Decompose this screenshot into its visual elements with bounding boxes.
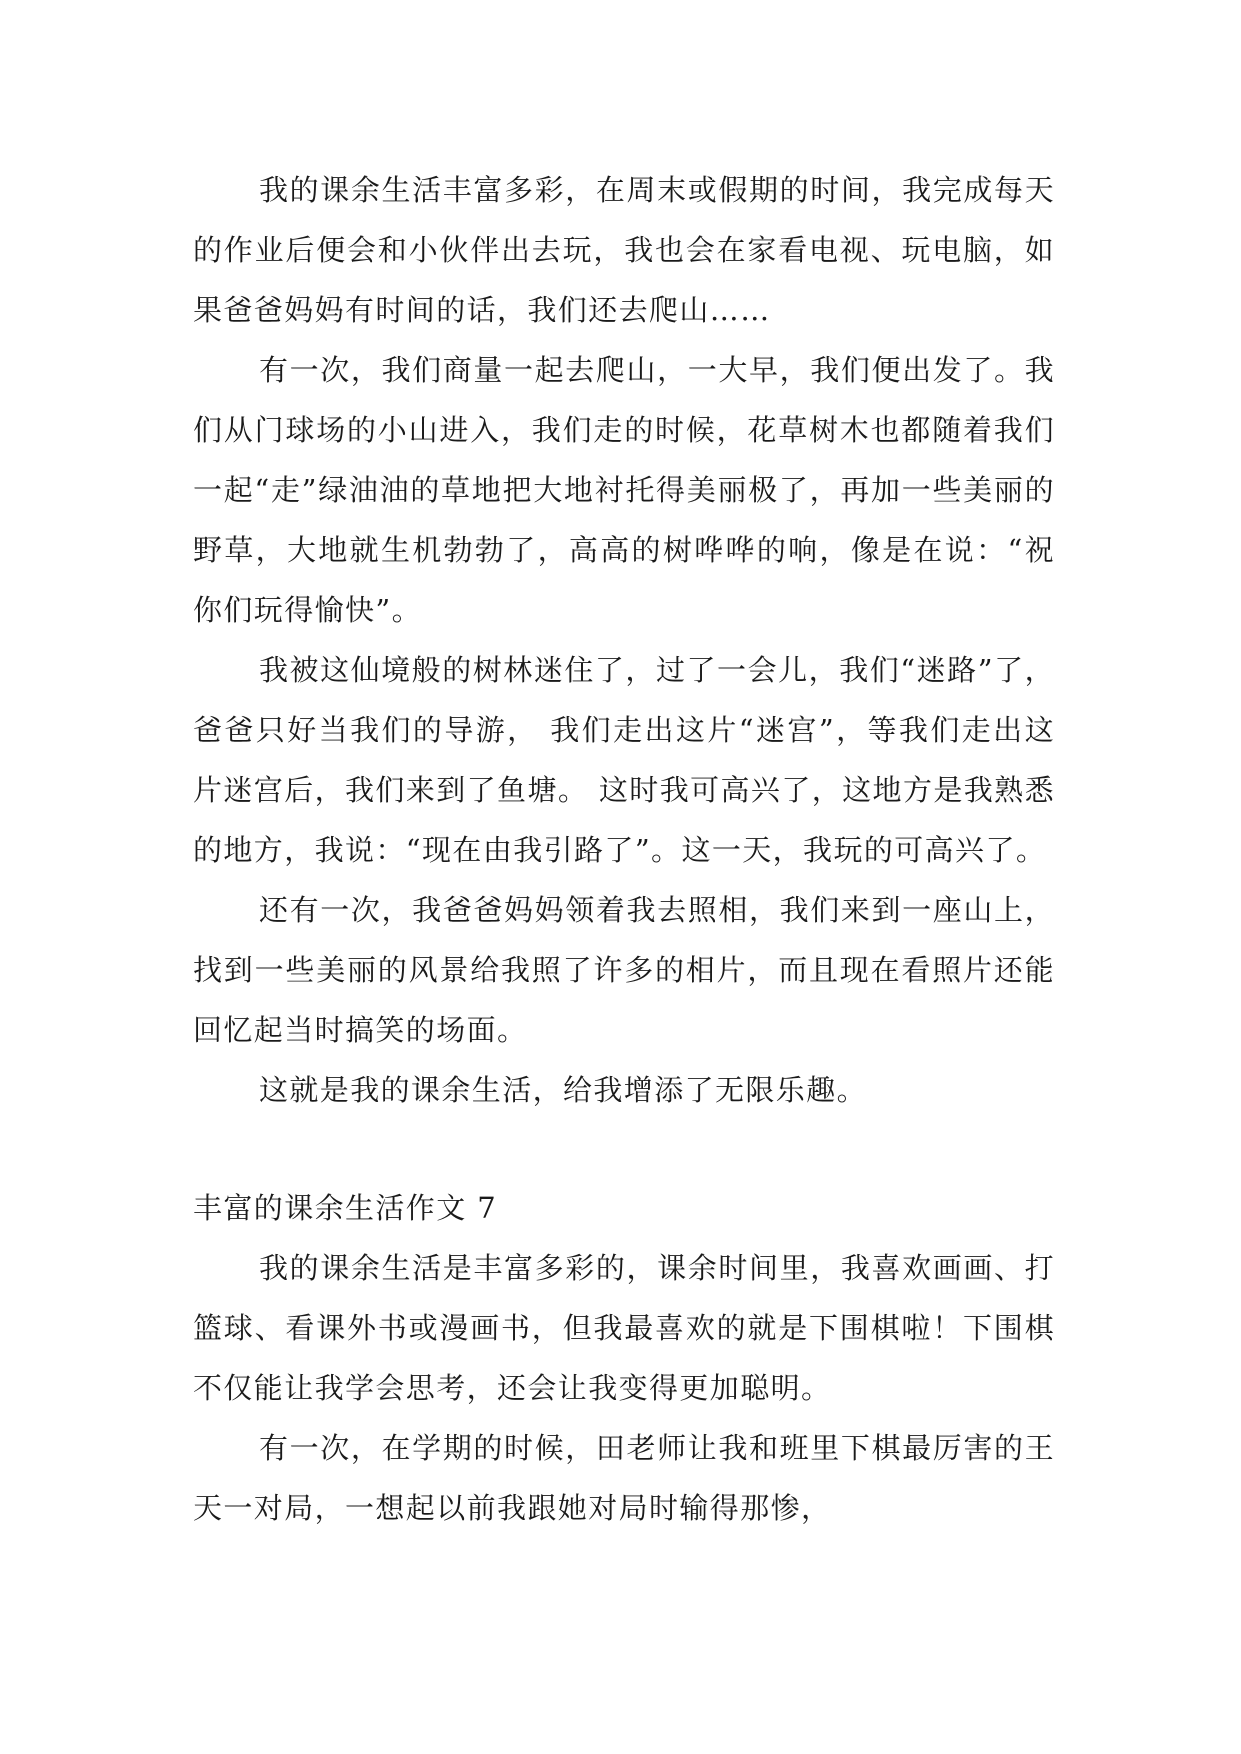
paragraph-6: 我的课余生活是丰富多彩的，课余时间里，我喜欢画画、打篮球、看课外书或漫画书，但我最喜欢的就是下围棋啦！下围棋不仅能让我学会思考，还会让我变得更加聪明。 xyxy=(193,1251,1055,1405)
paragraph-7: 有一次，在学期的时候，田老师让我和班里下棋最厉害的王天一对局，一想起以前我跟她对局时输得那惨， xyxy=(193,1431,1055,1525)
section-spacer xyxy=(193,1120,1055,1178)
paragraph-1: 我的课余生活丰富多彩，在周末或假期的时间，我完成每天的作业后便会和小伙伴出去玩，我也会在家看电视、玩电脑，如果爸爸妈妈有时间的话，我们还去爬山…… xyxy=(193,173,1055,327)
paragraph-2: 有一次，我们商量一起去爬山，一大早，我们便出发了。我们从门球场的小山进入，我们走的时候，花草树木也都随着我们一起“走”绿油油的草地把大地衬托得美丽极了，再加一些美丽的野草，大地就生机勃勃了，高高的树哗哗的响，像是在说：“祝你们玩得愉快”。 xyxy=(193,353,1055,627)
paragraph-3: 我被这仙境般的树林迷住了，过了一会儿，我们“迷路”了，爸爸只好当我们的导游， 我们走出这片“迷宫”，等我们走出这片迷宫后，我们来到了鱼塘。 这时我可高兴了，这地方是我熟悉的地方，我说：“现在由我引路了”。这一天，我玩的可高兴了。 xyxy=(193,653,1055,867)
paragraph-4: 还有一次，我爸爸妈妈领着我去照相，我们来到一座山上，找到一些美丽的风景给我照了许多的相片，而且现在看照片还能回忆起当时搞笑的场面。 xyxy=(193,893,1055,1047)
paragraph-5: 这就是我的课余生活，给我增添了无限乐趣。 xyxy=(259,1073,868,1107)
document-body xyxy=(193,160,1055,1538)
section-title: 丰富的课余生活作文 7 xyxy=(193,1191,498,1225)
